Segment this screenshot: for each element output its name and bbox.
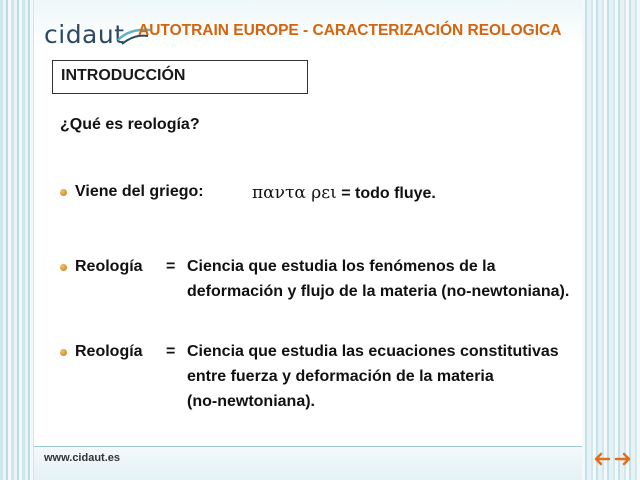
left-decorative-stripes: [0, 0, 34, 480]
presentation-title: AUTOTRAIN EUROPE - CARACTERIZACIÓN REOLOGICA: [138, 22, 562, 39]
bullet2-line2: deformación y flujo de la materia (no-newtoniana).: [187, 283, 570, 300]
previous-slide-button[interactable]: [592, 452, 612, 468]
question-text: ¿Qué es reología?: [60, 116, 200, 133]
bullet-icon: [60, 189, 67, 196]
arrow-left-icon: [593, 452, 611, 466]
next-slide-button[interactable]: [613, 452, 633, 468]
bullet2-line1: Ciencia que estudia los fenómenos de la: [187, 258, 496, 275]
bullet1-label: Viene del griego:: [75, 183, 204, 200]
bullet-icon: [60, 349, 67, 356]
section-title-box: [52, 60, 308, 94]
bullet3-line1: Ciencia que estudia las ecuaciones constitutivas: [187, 343, 559, 360]
bullet2-equals: =: [166, 258, 176, 275]
bullet2-term: Reología: [75, 258, 143, 275]
cidaut-logo: cidaut: [44, 20, 125, 49]
bullet3-term: Reología: [75, 343, 143, 360]
bullet3-line3: (no-newtoniana).: [187, 393, 315, 410]
bullet1-definition: [252, 183, 436, 203]
bullet-icon: [60, 264, 67, 271]
footer-url: www.cidaut.es: [44, 452, 121, 464]
section-title: INTRODUCCIÓN: [61, 67, 186, 84]
greek-phrase: παντα ρει: [252, 183, 337, 203]
bullet3-line2: entre fuerza y deformación de la materia: [187, 368, 494, 385]
greek-meaning: = todo fluye.: [336, 185, 436, 202]
arrow-right-icon: [614, 452, 632, 466]
right-decorative-stripes: [582, 0, 640, 480]
bullet3-equals: =: [166, 343, 176, 360]
